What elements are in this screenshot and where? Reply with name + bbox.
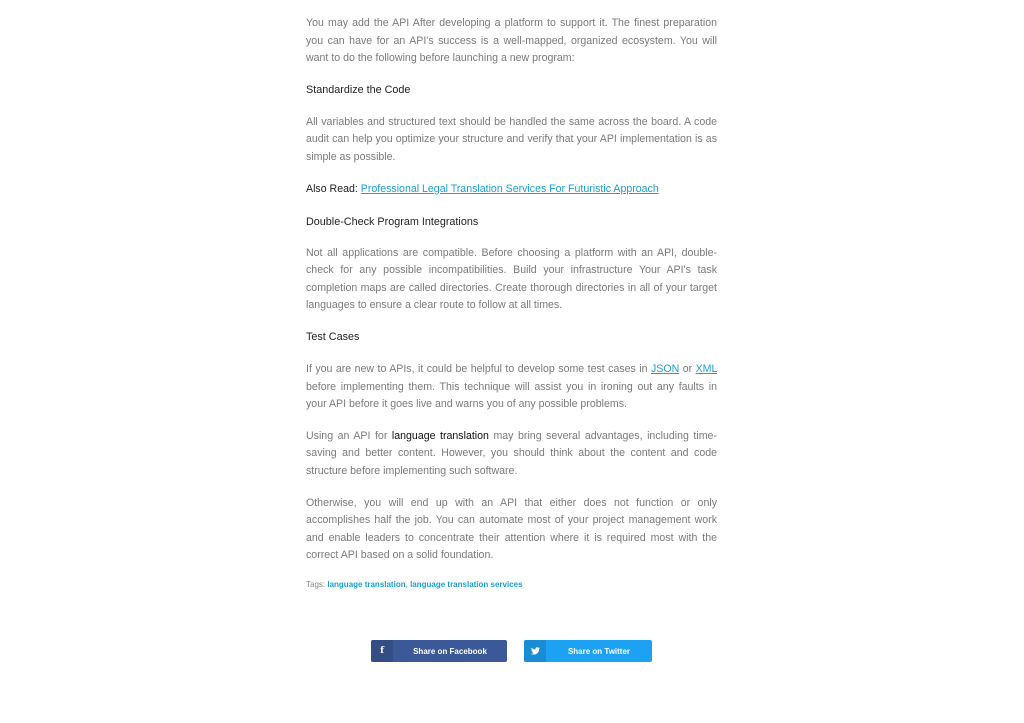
tags-line xyxy=(306,579,717,591)
share-facebook-button[interactable] xyxy=(371,640,507,662)
json-link[interactable]: JSON xyxy=(650,362,680,375)
also-read-label: Also Read: xyxy=(306,182,358,195)
test-cases-text-start: If you are new to APIs, it could be helpful to develop some test cases in xyxy=(306,362,648,375)
share-twitter-label: Share on Twitter xyxy=(567,646,631,656)
xml-link[interactable]: XML xyxy=(695,362,717,375)
share-facebook-label: Share on Facebook xyxy=(413,646,487,656)
standardize-paragraph: All variables and structured text should be handled the same across the board. A code audit can help you optimize your structure and verify that your API implementation is as simple as possible. xyxy=(306,115,717,163)
facebook-icon: f xyxy=(371,640,393,662)
language-translation-paragraph xyxy=(306,428,717,481)
twitter-icon xyxy=(524,640,546,662)
test-cases-paragraph xyxy=(306,361,717,414)
heading-program-integrations: Double-Check Program Integrations xyxy=(306,215,479,228)
tag-link-language-translation[interactable]: language translation xyxy=(327,579,406,589)
tags-label: Tags: xyxy=(306,579,326,589)
language-text-end: may bring several advantages, including time-saving and better content. However, you should think about the content and code structure before implementing such software. xyxy=(306,429,717,477)
article-body xyxy=(306,15,717,599)
language-translation-emphasis: language translation xyxy=(391,429,489,442)
heading-standardize-code: Standardize the Code xyxy=(306,83,411,96)
heading-test-cases: Test Cases xyxy=(306,330,360,343)
test-cases-or: or xyxy=(682,362,693,375)
also-read-link[interactable]: Professional Legal Translation Services For Futuristic Approach xyxy=(360,182,659,195)
also-read xyxy=(306,181,717,198)
otherwise-paragraph: Otherwise, you will end up with an API that either does not function or only accomplishes half the job. You can automate most of your project management work and enable leaders to concentrate their attention where it is required most with the correct API based on a solid foundation. xyxy=(306,496,717,562)
language-text-start: Using an API for xyxy=(306,429,388,442)
tag-link-language-translation-services[interactable]: language translation services xyxy=(410,579,523,589)
intro-paragraph: You may add the API After developing a platform to support it. The finest preparation you can have for an API's success is a well-mapped, organized ecosystem. You will want to do the following before launching a new program: xyxy=(306,17,717,65)
test-cases-text-end: before implementing them. This technique will assist you in ironing out any faults in your API before it goes live and warns you of any possible problems. xyxy=(306,380,717,411)
tag-separator: , xyxy=(405,579,408,589)
integrations-paragraph: Not all applications are compatible. Before choosing a platform with an API, double-check for any possible incompatibilities. Build your infrastructure Your API's task completion maps are called directories. Create thorough directories in all of your target languages to ensure a clear route to follow at all times. xyxy=(306,246,717,312)
share-twitter-button[interactable] xyxy=(524,640,652,662)
